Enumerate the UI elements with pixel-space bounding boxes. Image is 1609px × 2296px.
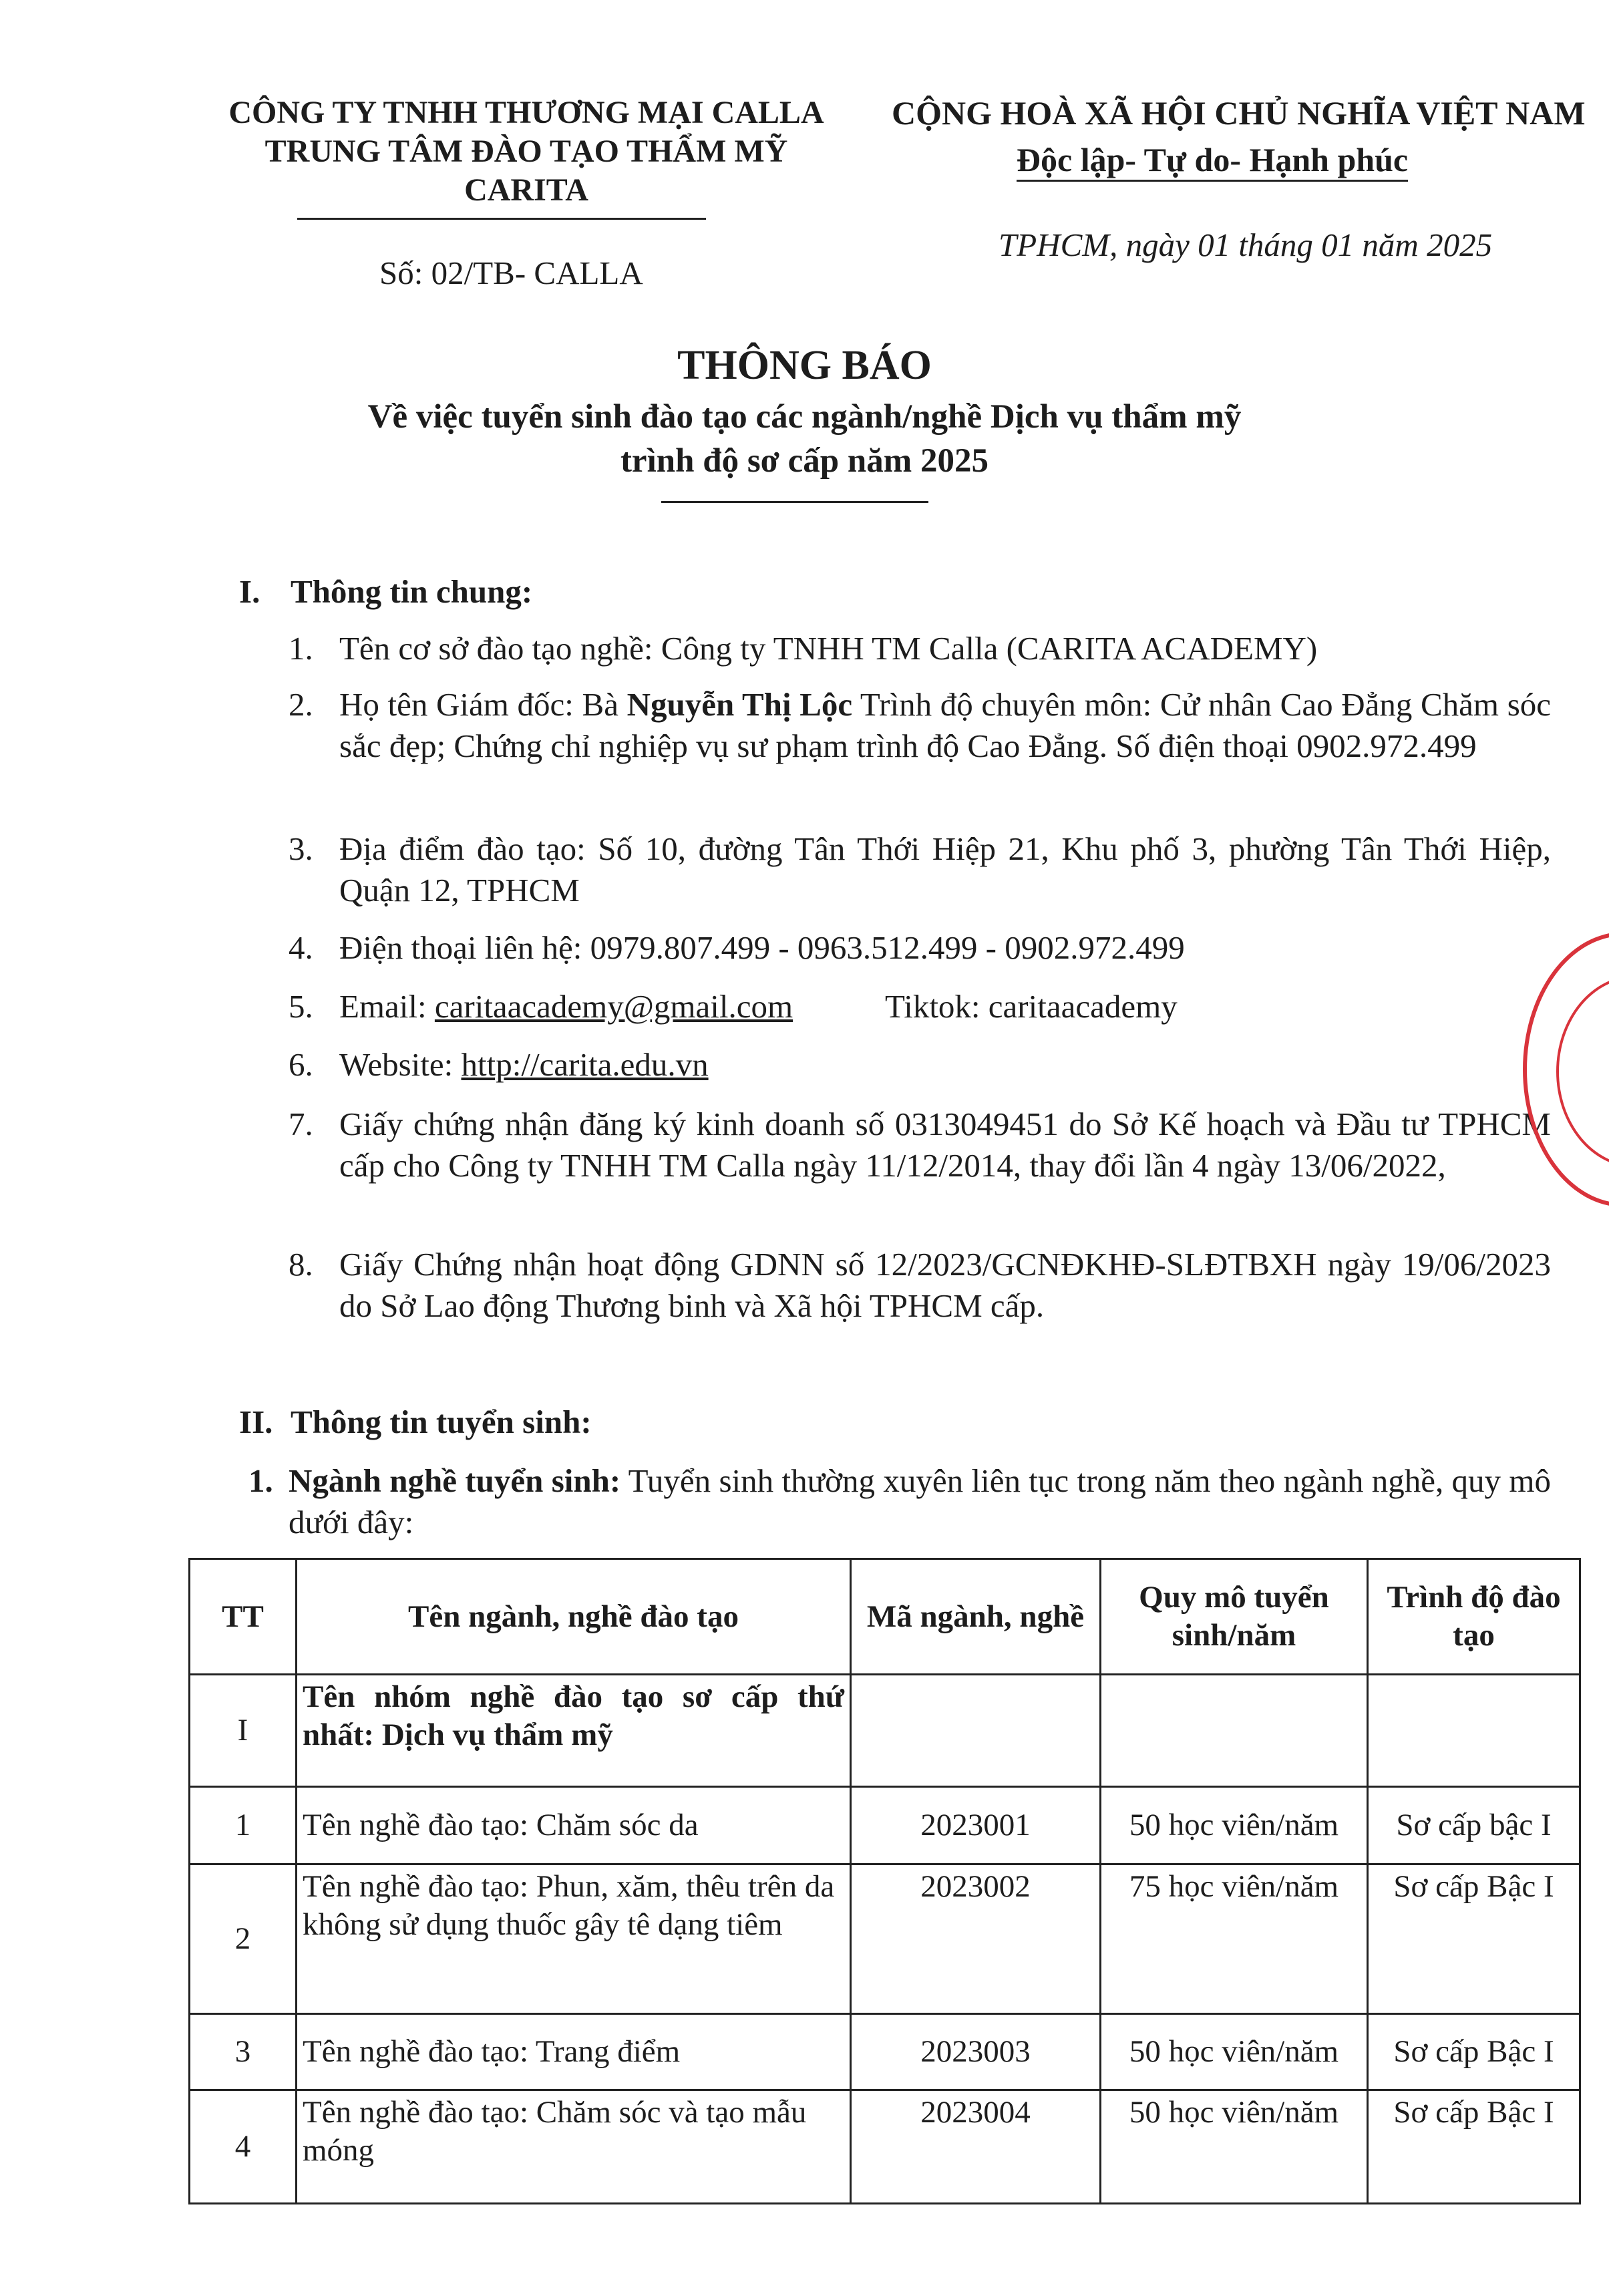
row-name: Tên nghề đào tạo: Chăm sóc và tạo mẫu móng [297, 2090, 851, 2204]
nation-motto-text: Độc lập- Tự do- Hạnh phúc [1017, 141, 1408, 182]
empty-cell [1101, 1675, 1368, 1787]
table-row [190, 2014, 1580, 2090]
item-number: 5. [289, 988, 313, 1025]
director-info [339, 684, 1551, 767]
table-row [190, 1864, 1580, 2014]
empty-cell [1368, 1675, 1580, 1787]
row-code: 2023004 [851, 2090, 1101, 2204]
director-name: Nguyễn Thị Lộc [627, 686, 853, 723]
company-name-line3: CARITA [464, 172, 588, 208]
row-tt: 4 [190, 2090, 297, 2204]
notice-subtitle-line1: Về việc tuyển sinh đào tạo các ngành/nghề Dịch vụ thẩm mỹ [367, 398, 1242, 436]
company-name-line2: TRUNG TÂM ĐÀO TẠO THẨM MỸ [264, 134, 788, 169]
contact-phone: Điện thoại liên hệ: 0979.807.499 - 0963.512.499 - 0902.972.499 [339, 929, 1185, 966]
group-name: Tên nhóm nghề đào tạo sơ cấp thứ nhất: Dịch vụ thẩm mỹ [297, 1675, 851, 1787]
table-header-row [190, 1559, 1580, 1675]
row-level: Sơ cấp Bậc I [1368, 2014, 1580, 2090]
website-label: Website: [339, 1046, 462, 1083]
row-level: Sơ cấp bậc I [1368, 1787, 1580, 1864]
row-tt: 3 [190, 2014, 297, 2090]
notice-subtitle-line2: trình độ sơ cấp năm 2025 [620, 442, 989, 480]
row-scale: 75 học viên/năm [1101, 1864, 1368, 2014]
item-number: 2. [289, 686, 313, 723]
training-address: Địa điểm đào tạo: Số 10, đường Tân Thới Hiệp 21, Khu phố 3, phường Tân Thới Hiệp, Quận 12, TPHCM [339, 830, 1551, 909]
table-row [190, 1787, 1580, 1864]
operation-certificate: Giấy Chứng nhận hoạt động GDNN số 12/2023/GCNĐKHĐ-SLĐTBXH ngày 19/06/2023 do Sở Lao động Thương binh và Xã hội TPHCM cấp. [339, 1246, 1551, 1324]
item-number: 6. [289, 1046, 313, 1083]
contact-email-line [339, 986, 793, 1027]
tiktok-handle: Tiktok: caritaacademy [885, 988, 1178, 1025]
email-label: Email: [339, 988, 435, 1025]
nation-title: CỘNG HOÀ XÃ HỘI CHỦ NGHĨA VIỆT NAM [892, 94, 1586, 132]
row-code: 2023003 [851, 2014, 1101, 2090]
row-tt: 2 [190, 1864, 297, 2014]
row-tt: 1 [190, 1787, 297, 1864]
email-link[interactable]: caritaacademy@gmail.com [434, 988, 793, 1025]
director-qualifications: Trình độ chuyên môn: Cử nhân Cao Đẳng Chăm sóc sắc đẹp; Chứng chỉ nghiệp vụ sư phạm trình độ Cao Đẳng. Số điện thoại 0902.972.499 [339, 686, 1552, 764]
training-facility-name: Tên cơ sở đào tạo nghề: Công ty TNHH TM Calla (CARITA ACADEMY) [339, 630, 1318, 667]
director-label: Họ tên Giám đốc: Bà [339, 686, 627, 723]
header-enrollment-scale: Quy mô tuyển sinh/năm [1101, 1559, 1368, 1675]
item-number: 1. [289, 630, 313, 667]
enrollment-intro-text: Tuyển sinh thường xuyên liên tục trong năm theo ngành nghề, quy mô dưới đây: [289, 1462, 1551, 1540]
header-training-level: Trình độ đào tạo [1368, 1559, 1580, 1675]
section1-number: I. [239, 573, 260, 610]
document-date: TPHCM, ngày 01 tháng 01 năm 2025 [999, 226, 1493, 263]
item-number: 1. [248, 1462, 273, 1499]
header-left-rule [297, 218, 706, 220]
notice-title: THÔNG BÁO [677, 343, 932, 388]
row-code: 2023001 [851, 1787, 1101, 1864]
document-number: Số: 02/TB- CALLA [379, 255, 643, 291]
item-number: 8. [289, 1246, 313, 1283]
company-name-line1: CÔNG TY TNHH THƯƠNG MẠI CALLA [228, 95, 824, 130]
item-number: 3. [289, 830, 313, 867]
item-number: 4. [289, 929, 313, 966]
enrollment-intro-label: Ngành nghề tuyển sinh: [289, 1462, 621, 1499]
group-tt: I [190, 1675, 297, 1787]
row-level: Sơ cấp Bậc I [1368, 1864, 1580, 2014]
row-scale: 50 học viên/năm [1101, 2014, 1368, 2090]
enrollment-intro [289, 1460, 1551, 1543]
item-number: 7. [289, 1106, 313, 1142]
nation-motto [892, 140, 1533, 179]
table-group-row [190, 1675, 1580, 1787]
row-level: Sơ cấp Bậc I [1368, 2090, 1580, 2204]
section2-number: II. [239, 1404, 273, 1440]
row-scale: 50 học viên/năm [1101, 2090, 1368, 2204]
title-rule [661, 501, 928, 503]
row-name: Tên nghề đào tạo: Phun, xăm, thêu trên da không sử dụng thuốc gây tê dạng tiêm [297, 1864, 851, 2014]
website-line [339, 1044, 709, 1086]
row-name: Tên nghề đào tạo: Trang điểm [297, 2014, 851, 2090]
business-registration: Giấy chứng nhận đăng ký kinh doanh số 0313049451 do Sở Kế hoạch và Đầu tư TPHCM cấp cho Công ty TNHH TM Calla ngày 11/12/2014, thay đổi lần 4 ngày 13/06/2022, [339, 1106, 1551, 1184]
row-name: Tên nghề đào tạo: Chăm sóc da [297, 1787, 851, 1864]
enrollment-table [188, 1558, 1581, 2204]
website-link[interactable]: http://carita.edu.vn [461, 1046, 709, 1083]
empty-cell [851, 1675, 1101, 1787]
header-program-name: Tên ngành, nghề đào tạo [297, 1559, 851, 1675]
header-tt: TT [190, 1559, 297, 1675]
table-row [190, 2090, 1580, 2204]
header-program-code: Mã ngành, nghề [851, 1559, 1101, 1675]
row-scale: 50 học viên/năm [1101, 1787, 1368, 1864]
section2-heading: Thông tin tuyển sinh: [291, 1404, 592, 1440]
row-code: 2023002 [851, 1864, 1101, 2014]
section1-heading: Thông tin chung: [291, 573, 533, 610]
